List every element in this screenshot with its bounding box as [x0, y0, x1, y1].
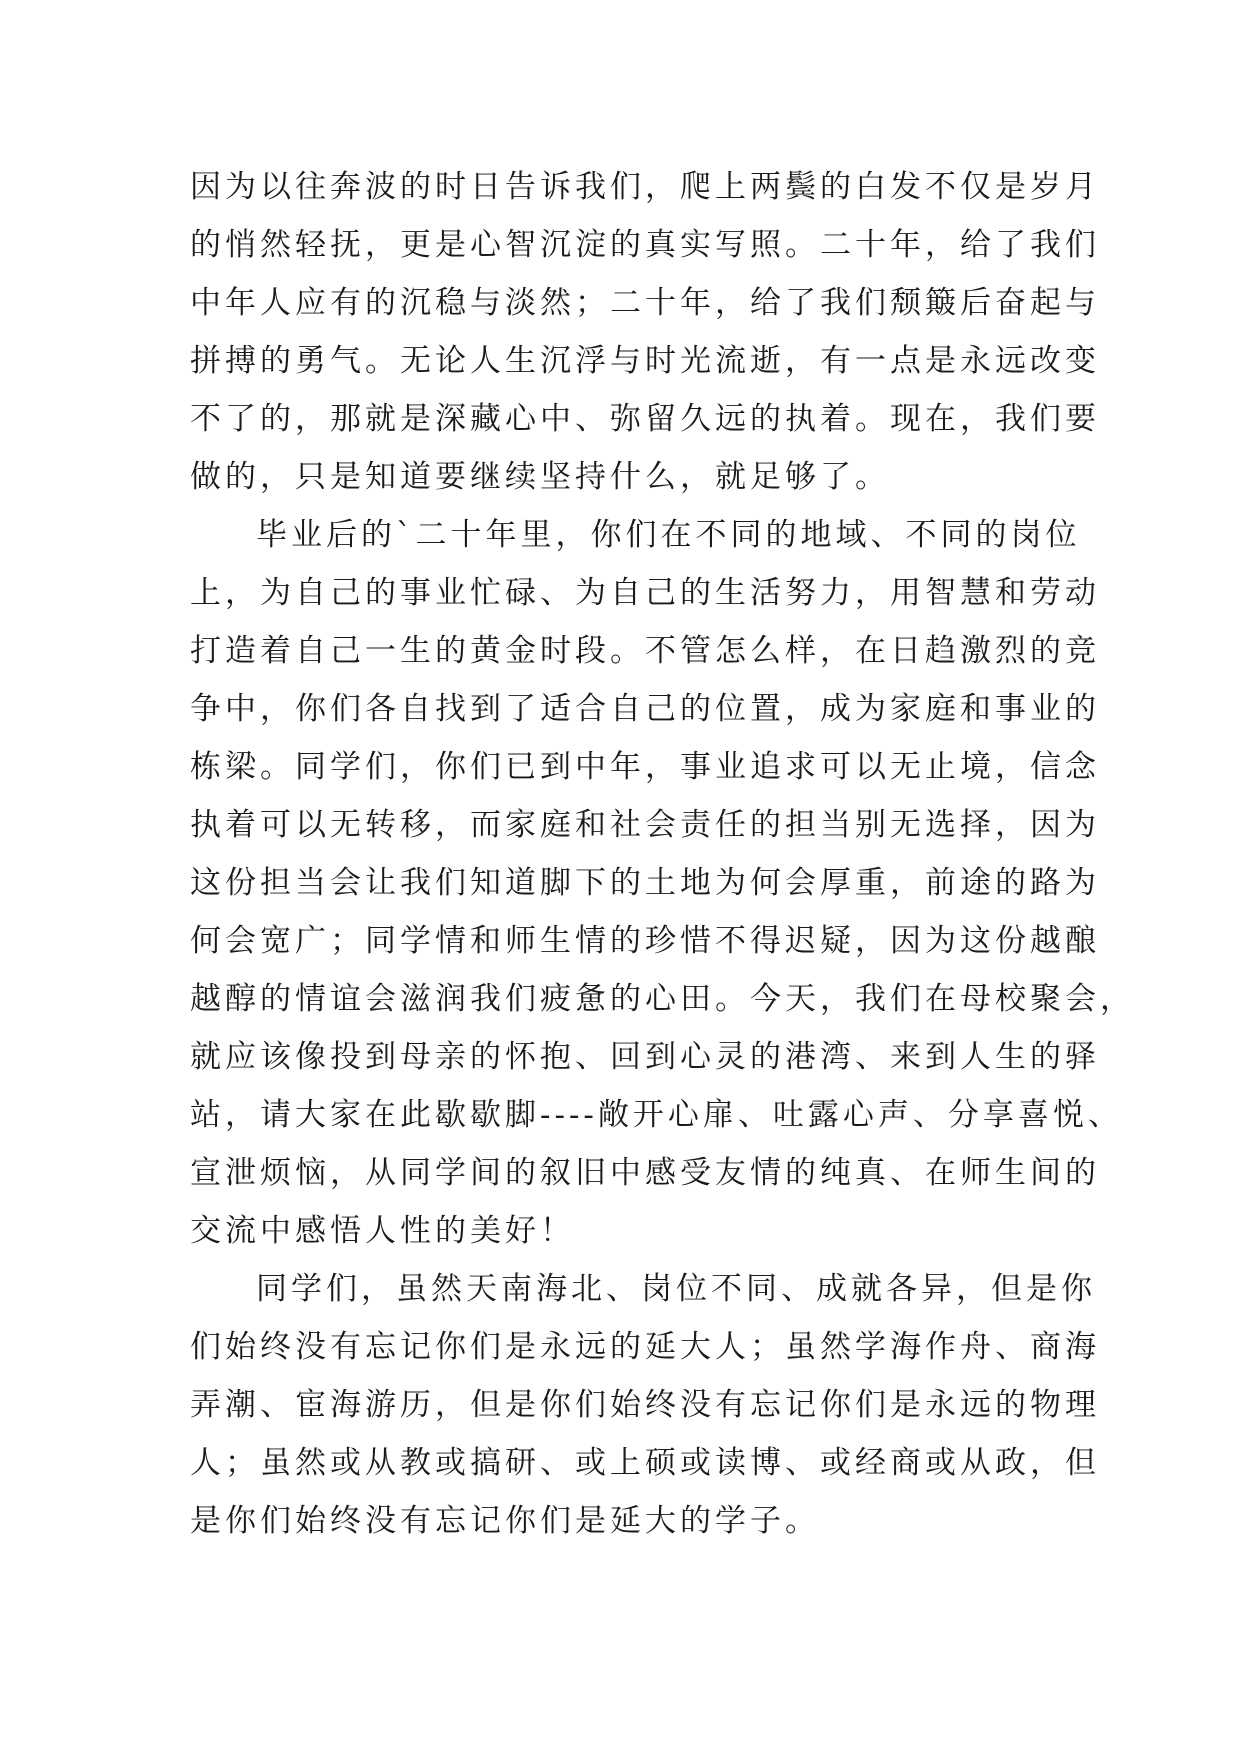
text-line: 何会宽广；同学情和师生情的珍惜不得迟疑，因为这份越酿 [190, 923, 1100, 959]
paragraph-first-line: 毕业后的`二十年里，你们在不同的地域、不同的岗位 [256, 517, 1081, 553]
text-line: 执着可以无转移，而家庭和社会责任的担当别无选择，因为 [190, 807, 1100, 843]
body-text [190, 158, 1135, 1550]
text-line: 不了的，那就是深藏心中、弥留久远的执着。现在，我们要 [190, 401, 1100, 437]
text-line: 因为以往奔波的时日告诉我们，爬上两鬓的白发不仅是岁月 [190, 169, 1100, 205]
text-line: 拼搏的勇气。无论人生沉浮与时光流逝，有一点是永远改变 [190, 343, 1100, 379]
text-line: 争中，你们各自找到了适合自己的位置，成为家庭和事业的 [190, 691, 1100, 727]
text-line: 宣泄烦恼，从同学间的叙旧中感受友情的纯真、在师生间的 [190, 1155, 1100, 1191]
text-line: 越醇的情谊会滋润我们疲惫的心田。今天，我们在母校聚会， [190, 981, 1135, 1017]
text-line: 弄潮、宦海游历，但是你们始终没有忘记你们是永远的物理 [190, 1387, 1100, 1423]
paragraph-first-line: 同学们，虽然天南海北、岗位不同、成就各异，但是你 [256, 1271, 1096, 1307]
text-line: 这份担当会让我们知道脚下的土地为何会厚重，前途的路为 [190, 865, 1100, 901]
text-line: 打造着自己一生的黄金时段。不管怎么样，在日趋激烈的竞 [190, 633, 1100, 669]
text-line: 是你们始终没有忘记你们是延大的学子。 [190, 1503, 820, 1539]
text-line: 人；虽然或从教或搞研、或上硕或读博、或经商或从政，但 [190, 1445, 1100, 1481]
text-line: 就应该像投到母亲的怀抱、回到心灵的港湾、来到人生的驿 [190, 1039, 1100, 1075]
text-line: 们始终没有忘记你们是永远的延大人；虽然学海作舟、商海 [190, 1329, 1100, 1365]
text-line: 栋梁。同学们，你们已到中年，事业追求可以无止境，信念 [190, 749, 1100, 785]
text-line: 做的，只是知道要继续坚持什么，就足够了。 [190, 459, 890, 495]
text-line: 交流中感悟人性的美好！ [190, 1213, 575, 1249]
text-line: 中年人应有的沉稳与淡然；二十年，给了我们颓簸后奋起与 [190, 285, 1100, 321]
text-line: 的悄然轻抚，更是心智沉淀的真实写照。二十年，给了我们 [190, 227, 1100, 263]
text-line: 站，请大家在此歇歇脚----敞开心扉、吐露心声、分享喜悦、 [190, 1097, 1123, 1133]
text-line: 上，为自己的事业忙碌、为自己的生活努力，用智慧和劳动 [190, 575, 1100, 611]
